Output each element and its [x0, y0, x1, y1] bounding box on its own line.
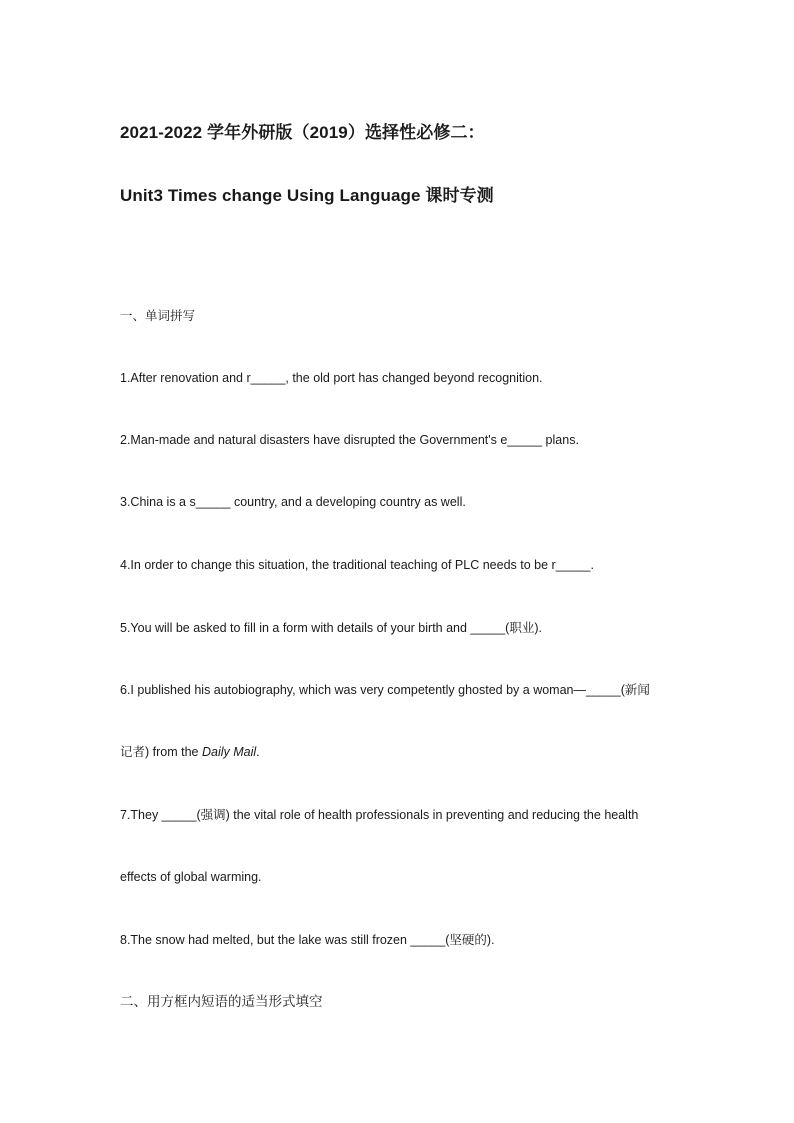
question-4: 4.In order to change this situation, the traditional teaching of PLC needs to be r_____.	[120, 558, 594, 572]
question-6-line1: 6.I published his autobiography, which was very competently ghosted by a woman—_____(新闻	[120, 683, 650, 697]
question-2: 2.Man-made and natural disasters have disrupted the Government's e_____ plans.	[120, 433, 579, 447]
newspaper-name: Daily Mail	[201, 745, 257, 759]
question-5: 5.You will be asked to fill in a form with details of your birth and _____(职业).	[120, 621, 542, 635]
question-7-line1: 7.They _____(强调) the vital role of health professionals in preventing and reducing the health	[120, 808, 639, 822]
section-heading-spelling: 一、单词拼写	[120, 309, 196, 323]
document-title-line2: Unit3 Times change Using Language 课时专测	[120, 186, 494, 205]
document-title-line1: 2021-2022 学年外研版（2019）选择性必修二：	[120, 123, 485, 142]
question-7-line2: effects of global warming.	[120, 870, 262, 884]
question-6-line2-post: .	[256, 745, 260, 759]
question-6-line2	[120, 744, 260, 760]
question-8: 8.The snow had melted, but the lake was still frozen _____(坚硬的).	[120, 933, 495, 947]
question-1: 1.After renovation and r_____, the old port has changed beyond recognition.	[120, 371, 543, 385]
section-heading-phrases: 二、用方框内短语的适当形式填空	[120, 994, 323, 1009]
question-6-line2-pre: 记者) from the	[120, 745, 202, 759]
question-3: 3.China is a s_____ country, and a developing country as well.	[120, 495, 466, 509]
